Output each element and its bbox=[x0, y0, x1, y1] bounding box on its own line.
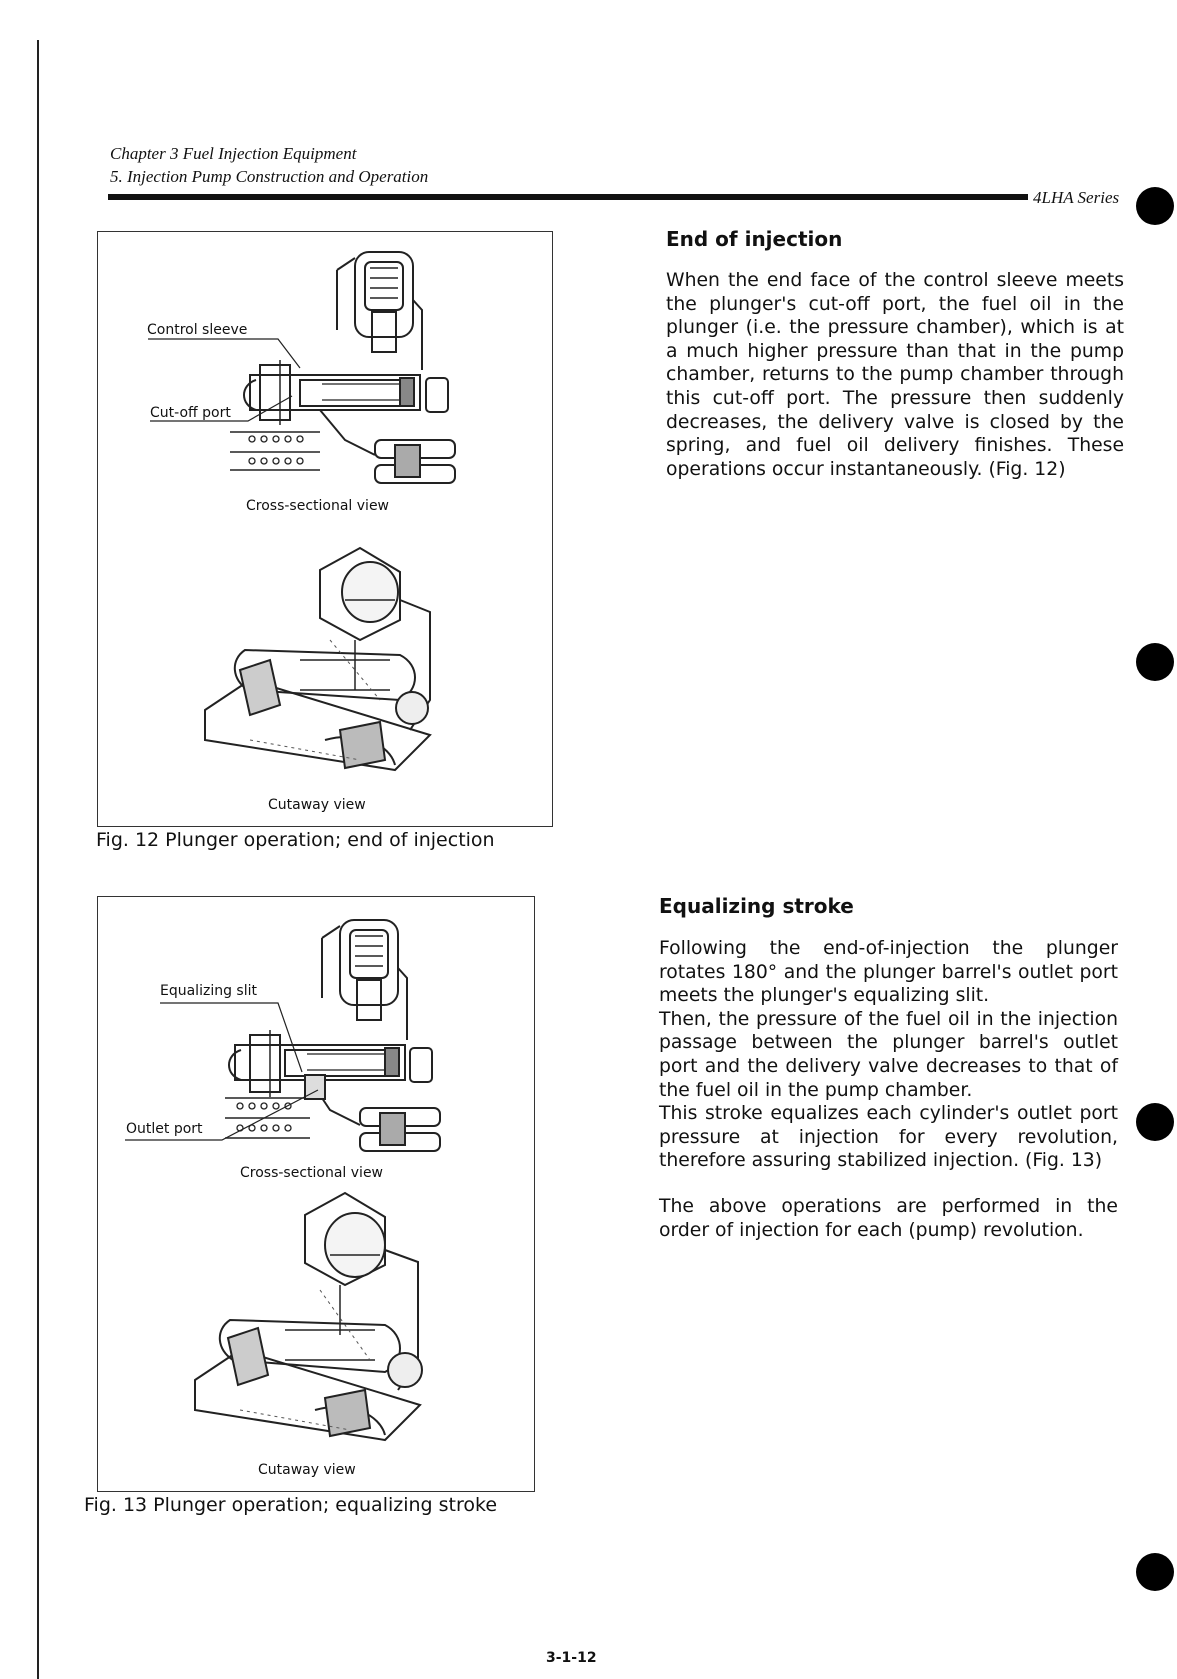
equalizing-paragraph-4: The above operations are performed in the order of injection for each (pump) revolution. bbox=[659, 1195, 1118, 1241]
end-of-injection-paragraph: When the end face of the control sleeve meets the plunger's cut-off port, the fuel oil in the plunger (i.e. the pressure chamber), which is at a much higher pressure than that in the pump chamber, returns to the pump chamber through this cut-off port. The pressure then suddenly decreases, the delivery valve is closed by the spring, and fuel oil delivery finishes. These operations occur instantaneously. (Fig. 12) bbox=[666, 270, 1124, 480]
end-of-injection-heading: End of injection bbox=[666, 227, 843, 251]
equalizing-paragraph-2: Then, the pressure of the fuel oil in the injection passage between the plunger barrel's outlet port and the delivery valve decreases to that of the fuel oil in the pump chamber. bbox=[659, 1008, 1118, 1101]
fig12-cutaway-caption: Cutaway view bbox=[268, 797, 366, 813]
series-label: 4LHA Series bbox=[1033, 188, 1120, 207]
fig12-label-control-sleeve: Control sleeve bbox=[147, 322, 248, 338]
equalizing-stroke-heading: Equalizing stroke bbox=[659, 894, 854, 918]
equalizing-stroke-text bbox=[659, 937, 1118, 1242]
fig13-cutaway-caption: Cutaway view bbox=[258, 1462, 356, 1478]
fig13-label-equalizing-slit: Equalizing slit bbox=[160, 983, 257, 999]
fig12-caption: Fig. 12 Plunger operation; end of injection bbox=[96, 829, 495, 851]
fig13-cross-caption: Cross-sectional view bbox=[240, 1165, 384, 1181]
fig13-caption: Fig. 13 Plunger operation; equalizing stroke bbox=[84, 1494, 498, 1516]
page-number: 3-1-12 bbox=[546, 1650, 597, 1666]
equalizing-paragraph-1: Following the end-of-injection the plunger rotates 180° and the plunger barrel's outlet port meets the plunger's equalizing slit. bbox=[659, 938, 1118, 1007]
equalizing-paragraph-3: This stroke equalizes each cylinder's outlet port pressure at injection for every revolution, therefore assuring stabilized injection. (Fig. 13) bbox=[659, 1103, 1118, 1172]
end-of-injection-text bbox=[666, 269, 1124, 481]
fig13-label-outlet-port: Outlet port bbox=[126, 1121, 203, 1137]
fig12-label-cutoff-port: Cut-off port bbox=[150, 405, 231, 421]
section-title: 5. Injection Pump Construction and Operation bbox=[110, 167, 429, 186]
chapter-title: Chapter 3 Fuel Injection Equipment bbox=[110, 144, 357, 163]
fig12-cross-caption: Cross-sectional view bbox=[246, 498, 390, 514]
